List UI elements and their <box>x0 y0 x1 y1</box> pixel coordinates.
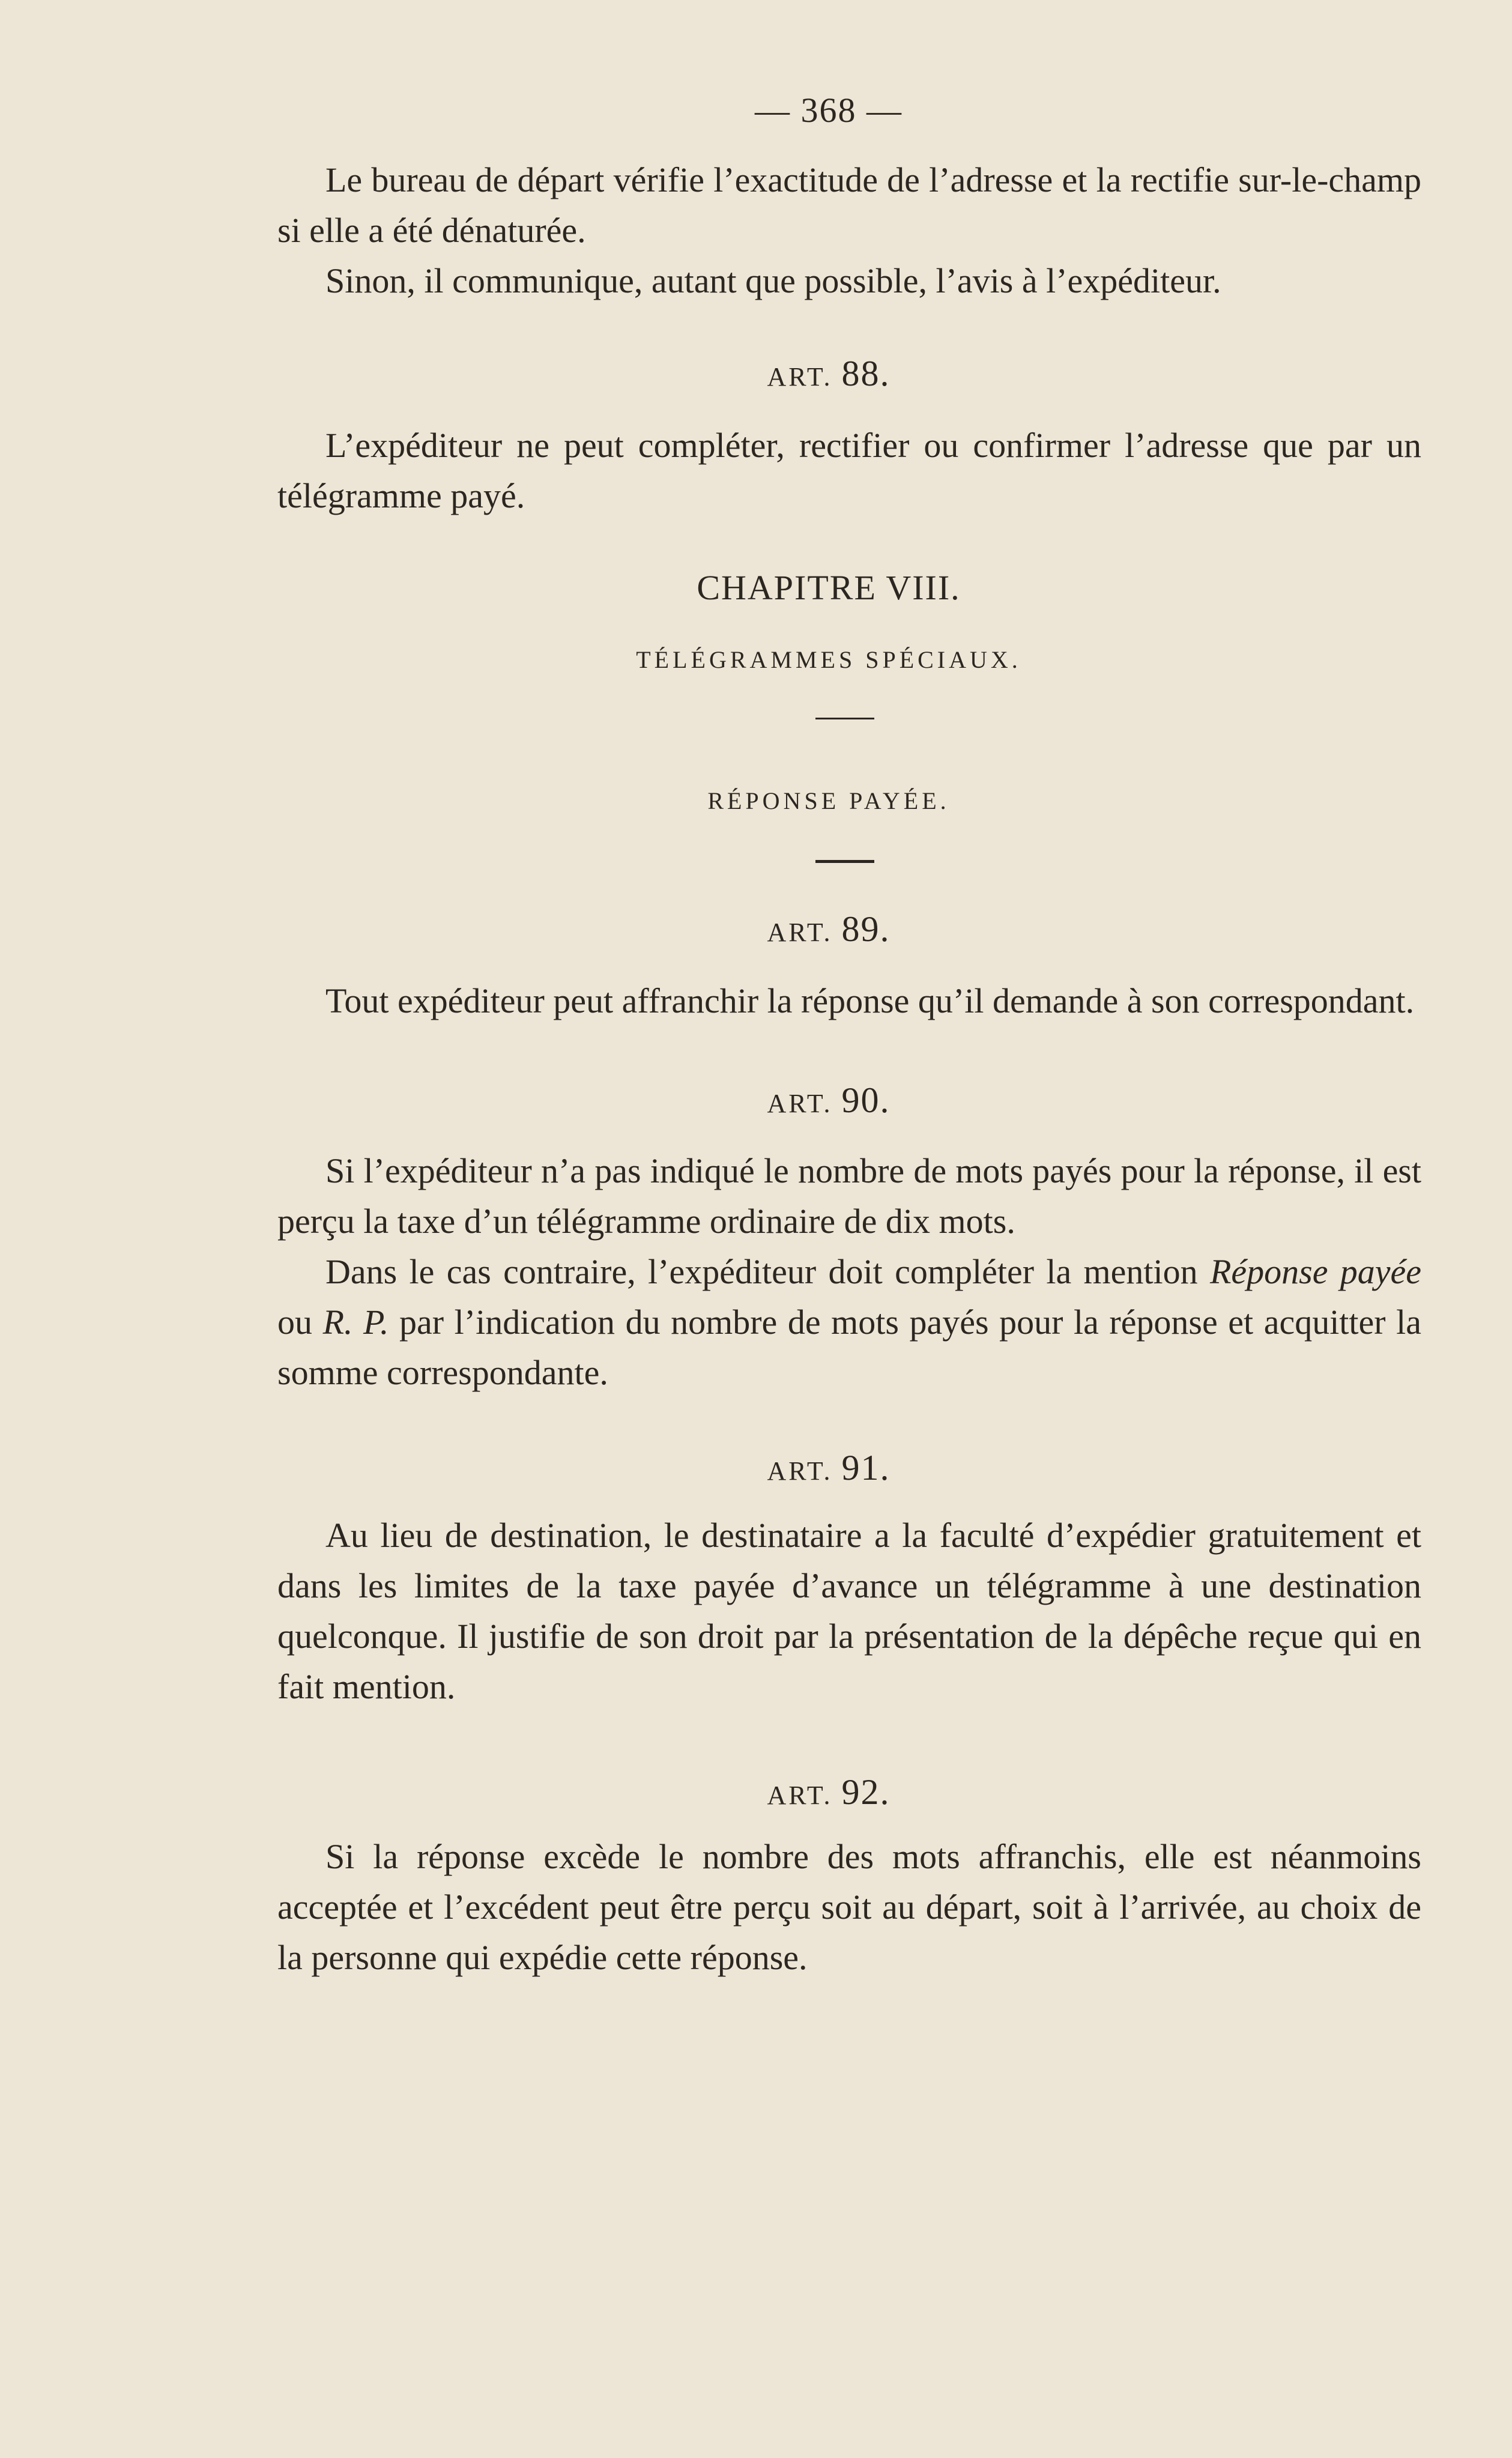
article-90-paragraph-1: Si l’expéditeur n’a pas indiqué le nombre de mots payés pour la réponse, il est perçu la taxe d’un télégramme ordinaire de dix mots. <box>277 1151 1421 1241</box>
article-91-paragraph: Au lieu de destination, le destinataire a la faculté d’expédier gratuitement et dans les limites de la taxe payée d’avance un télégramme à une destination quelconque. Il justifie de son droit par la présentation de la dépêche reçue qui en fait mention. <box>277 1516 1421 1706</box>
article-92-body <box>277 1832 1421 1983</box>
intro-paragraph-2: Sinon, il communique, autant que possible, l’avis à l’expéditeur. <box>325 261 1221 300</box>
article-90-body <box>277 1146 1421 1398</box>
article-92-heading <box>0 1772 1512 1813</box>
article-88-paragraph: L’expéditeur ne peut compléter, rectifier ou confirmer l’adresse que par un télégramme payé. <box>277 426 1421 515</box>
article-91-heading <box>0 1447 1512 1489</box>
emphasis-reponse-payee: Réponse payée <box>1209 1252 1422 1291</box>
article-92-paragraph: Si la réponse excède le nombre des mots affranchis, elle est néanmoins acceptée et l’excédent peut être perçu soit au départ, soit à l’arrivée, au choix de la personne qui expédie cette réponse. <box>277 1837 1421 1977</box>
article-number: 92. <box>841 1772 891 1812</box>
article-number: 89. <box>841 909 891 949</box>
article-label: ART. <box>767 362 833 392</box>
intro-paragraphs <box>277 155 1421 306</box>
chapter-title: CHAPITRE VIII. <box>697 568 961 607</box>
article-label: ART. <box>767 1089 833 1118</box>
article-label: ART. <box>767 1781 833 1810</box>
emphasis-rp: R. P. <box>322 1303 389 1342</box>
article-88-body <box>277 420 1421 521</box>
intro-paragraph-1: Le bureau de départ vérifie l’exactitude de l’adresse et la rectifie sur-le-champ si elle a été dénaturée. <box>277 160 1421 250</box>
article-91-body <box>277 1510 1421 1712</box>
divider-rule <box>815 718 874 719</box>
article-label: ART. <box>767 1456 833 1486</box>
article-label: ART. <box>767 918 833 947</box>
article-number: 88. <box>841 354 891 393</box>
chapter-subtitle: TÉLÉGRAMMES SPÉCIAUX. <box>636 646 1021 673</box>
section-title: RÉPONSE PAYÉE. <box>707 787 950 814</box>
article-89-paragraph: Tout expéditeur peut affranchir la réponse qu’il demande à son correspondant. <box>325 981 1415 1020</box>
article-89-heading <box>0 909 1512 950</box>
article-number: 91. <box>841 1448 891 1488</box>
article-90-heading <box>0 1080 1512 1121</box>
article-89-body <box>277 976 1421 1026</box>
divider-rule <box>815 860 874 863</box>
article-number: 90. <box>841 1080 891 1120</box>
article-90-paragraph-2: Dans le cas contraire, l’expéditeur doit compléter la mention Réponse payée ou R. P. par l’indication du nombre de mots payés pour la réponse et acquitter la somme correspondante. <box>277 1252 1422 1392</box>
article-88-heading <box>0 353 1512 395</box>
page-number: — 368 — <box>755 91 903 130</box>
